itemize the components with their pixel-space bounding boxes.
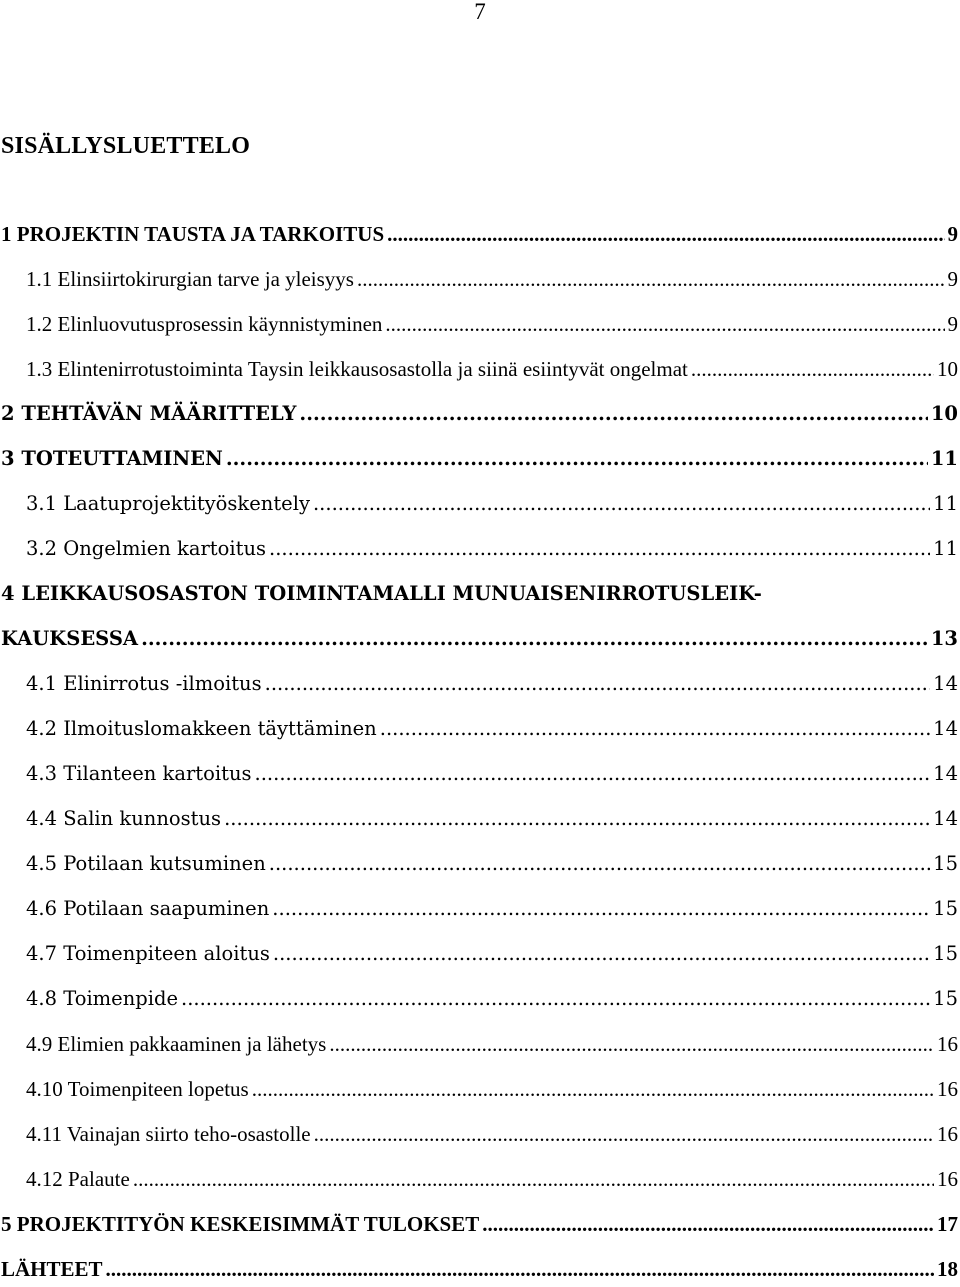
toc-leader-dots <box>133 1167 934 1192</box>
toc-entry-label: 1.1 Elinsiirtokirurgian tarve ja yleisyys <box>26 267 354 291</box>
toc-entry-page: 10 <box>930 402 958 425</box>
toc-entry-page: 9 <box>947 267 958 291</box>
toc-leader-dots <box>181 987 930 1010</box>
toc-entry-4-5[interactable] <box>0 852 960 882</box>
toc-leader-dots <box>226 447 928 470</box>
toc-entry-label: 4 LEIKKAUSOSASTON TOIMINTAMALLI MUNUAISENIRROTUSLEIK- <box>1 582 762 605</box>
toc-title: SISÄLLYSLUETTELO <box>1 133 251 159</box>
toc-entry-page: 11 <box>933 537 958 560</box>
toc-entry-chapter-4-line-2[interactable] <box>0 627 960 657</box>
toc-leader-dots <box>273 942 930 965</box>
toc-entry-label: 4.12 Palaute <box>26 1167 130 1191</box>
toc-entry-page: 13 <box>930 627 958 650</box>
toc-entry-4-3[interactable] <box>0 762 960 792</box>
toc-entry-page: 15 <box>933 987 958 1010</box>
toc-entry-page: 15 <box>933 852 958 875</box>
toc-entry-page: 16 <box>937 1077 958 1101</box>
toc-entry-label: 5 PROJEKTITYÖN KESKEISIMMÄT TULOKSET <box>1 1212 480 1236</box>
toc-leader-dots <box>482 1212 934 1237</box>
toc-entry-4-7[interactable] <box>0 942 960 972</box>
toc-entry-label: 3.1 Laatuprojektityöskentely <box>26 492 310 515</box>
toc-entry-label: 3.2 Ongelmien kartoitus <box>26 537 267 560</box>
toc-leader-dots <box>313 492 930 515</box>
toc-leader-dots <box>265 672 931 695</box>
toc-leader-dots <box>106 1257 934 1282</box>
toc-entry-page: 17 <box>937 1212 958 1236</box>
toc-entry-page: 14 <box>933 672 958 695</box>
toc-entry-chapter-2[interactable] <box>0 402 960 432</box>
toc-leader-dots <box>385 312 944 337</box>
toc-entry-label: 4.4 Salin kunnostus <box>26 807 222 830</box>
toc-leader-dots <box>269 852 930 875</box>
toc-entry-chapter-1[interactable] <box>0 222 960 252</box>
toc-leader-dots <box>691 357 934 382</box>
toc-entry-page: 15 <box>933 897 958 920</box>
toc-entry-references[interactable] <box>0 1257 960 1287</box>
toc-entry-4-2[interactable] <box>0 717 960 747</box>
toc-entry-page: 16 <box>937 1032 958 1056</box>
toc-entry-page: 16 <box>937 1167 958 1191</box>
toc-entry-1-3[interactable] <box>0 357 960 387</box>
toc-entry-label: 4.6 Potilaan saapuminen <box>26 897 270 920</box>
toc-entry-4-8[interactable] <box>0 987 960 1017</box>
toc-entry-label: 4.5 Potilaan kutsuminen <box>26 852 266 875</box>
toc-entry-label: 4.9 Elimien pakkaaminen ja lähetys <box>26 1032 327 1056</box>
toc-leader-dots <box>299 402 927 425</box>
toc-entry-4-12[interactable] <box>0 1167 960 1197</box>
toc-entry-4-1[interactable] <box>0 672 960 702</box>
toc-entry-4-11[interactable] <box>0 1122 960 1152</box>
toc-entry-page: 15 <box>933 942 958 965</box>
page-number: 7 <box>474 0 486 24</box>
toc-leader-dots <box>224 807 930 830</box>
toc-entry-label: LÄHTEET <box>1 1257 103 1281</box>
toc-entry-3-1[interactable] <box>0 492 960 522</box>
toc-entry-page: 11 <box>930 447 958 470</box>
toc-leader-dots <box>314 1122 934 1147</box>
toc-entry-label: 4.11 Vainajan siirto teho-osastolle <box>26 1122 311 1146</box>
toc-entry-label: KAUKSESSA <box>1 627 139 650</box>
toc-entry-1-1[interactable] <box>0 267 960 297</box>
toc-leader-dots <box>141 627 928 650</box>
toc-leader-dots <box>329 1032 934 1057</box>
toc-entry-4-4[interactable] <box>0 807 960 837</box>
toc-leader-dots <box>380 717 930 740</box>
toc-leader-dots <box>252 1077 934 1102</box>
toc-leader-dots <box>255 762 931 785</box>
toc-entry-label: 1.2 Elinluovutusprosessin käynnistyminen <box>26 312 383 336</box>
toc-entry-chapter-5[interactable] <box>0 1212 960 1242</box>
toc-entry-page: 14 <box>933 717 958 740</box>
toc-entry-label: 2 TEHTÄVÄN MÄÄRITTELY <box>1 402 297 425</box>
toc-leader-dots <box>387 222 944 247</box>
toc-entry-page: 18 <box>937 1257 958 1281</box>
toc-entry-label: 1 PROJEKTIN TAUSTA JA TARKOITUS <box>1 222 385 246</box>
toc-entry-1-2[interactable] <box>0 312 960 342</box>
toc-entry-label: 3 TOTEUTTAMINEN <box>1 447 223 470</box>
toc-entry-label: 4.3 Tilanteen kartoitus <box>26 762 252 785</box>
toc-leader-dots <box>272 897 930 920</box>
toc-entry-label: 1.3 Elintenirrotustoiminta Taysin leikkausosastolla ja siinä esiintyvät ongelmat <box>26 357 688 381</box>
toc-entry-label: 4.10 Toimenpiteen lopetus <box>26 1077 249 1101</box>
toc-entry-label: 4.8 Toimenpide <box>26 987 179 1010</box>
toc-entry-3-2[interactable] <box>0 537 960 567</box>
toc-entry-label: 4.2 Ilmoituslomakkeen täyttäminen <box>26 717 377 740</box>
toc-entry-page: 10 <box>937 357 958 381</box>
toc-entry-page: 16 <box>937 1122 958 1146</box>
toc-entry-page: 14 <box>933 762 958 785</box>
toc-leader-dots <box>357 267 945 292</box>
toc-entry-page: 9 <box>947 312 958 336</box>
toc-leader-dots <box>269 537 930 560</box>
toc-entry-chapter-4-line-1[interactable] <box>0 582 960 612</box>
toc-entry-page: 11 <box>933 492 958 515</box>
toc-entry-4-9[interactable] <box>0 1032 960 1062</box>
toc-entry-page: 14 <box>933 807 958 830</box>
toc-entry-4-6[interactable] <box>0 897 960 927</box>
toc-entry-chapter-3[interactable] <box>0 447 960 477</box>
toc-entry-4-10[interactable] <box>0 1077 960 1107</box>
toc-entry-label: 4.1 Elinirrotus -ilmoitus <box>26 672 262 695</box>
toc-entry-page: 9 <box>947 222 958 246</box>
toc-entry-label: 4.7 Toimenpiteen aloitus <box>26 942 270 965</box>
